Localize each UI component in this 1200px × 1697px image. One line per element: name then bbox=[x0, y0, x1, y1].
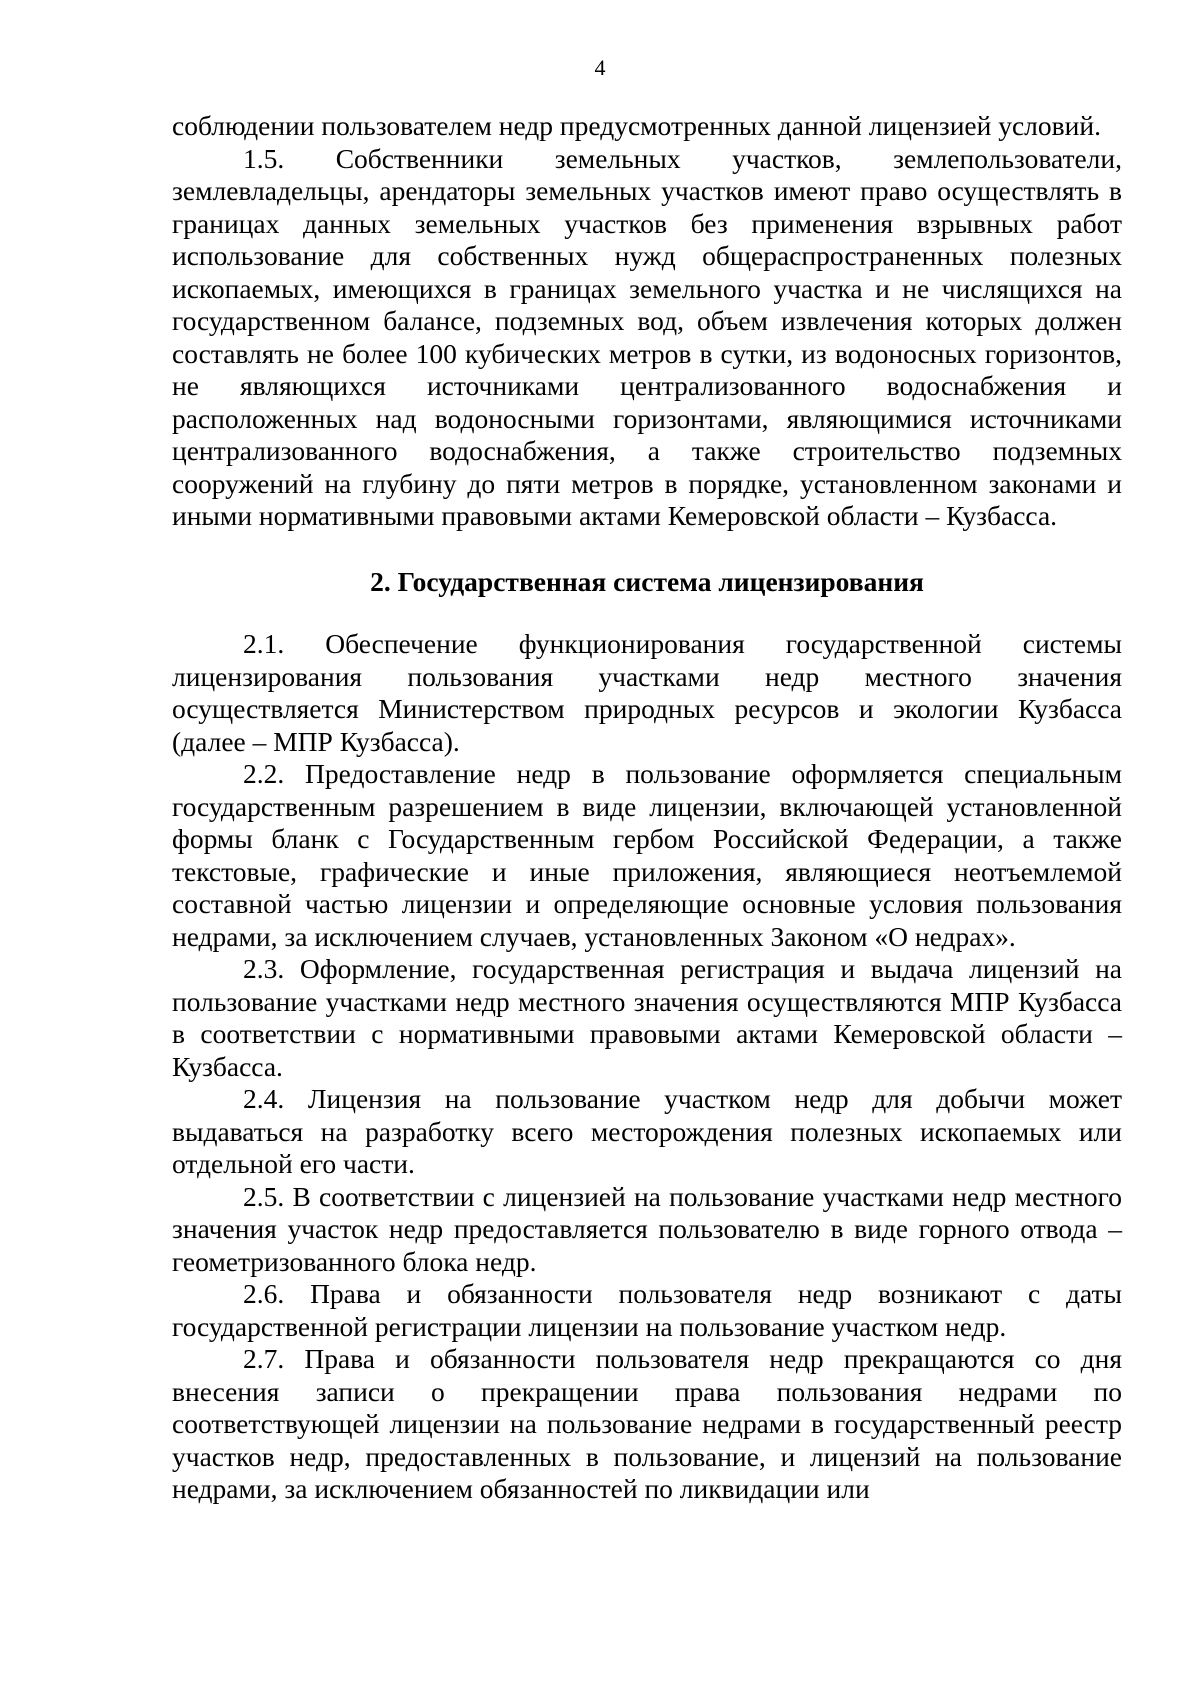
paragraph-2-1: 2.1. Обеспечение функционирования государственной системы лицензирования пользования участками недр местного значения осуществляется Министерством природных ресурсов и экологии Кузбасса (далее – МПР Кузбасса). bbox=[172, 628, 1122, 757]
document-body bbox=[172, 110, 1122, 1506]
paragraph-2-4: 2.4. Лицензия на пользование участком недр для добычи может выдаваться на разработку всего месторождения полезных ископаемых или отдельной его части. bbox=[172, 1083, 1122, 1179]
paragraph-2-3: 2.3. Оформление, государственная регистрация и выдача лицензий на пользование участками недр местного значения осуществляются МПР Кузбасса в соответствии с нормативными правовыми актами Кемеровской области – Кузбасса. bbox=[172, 953, 1122, 1082]
continuation-paragraph: соблюдении пользователем недр предусмотренных данной лицензией условий. bbox=[172, 110, 1101, 141]
section-heading: 2. Государственная система лицензирования bbox=[370, 565, 924, 597]
paragraph-2-7: 2.7. Права и обязанности пользователя недр прекращаются со дня внесения записи о прекращении права пользования недрами по соответствующей лицензии на пользование недрами в государственный реестр участков недр, предоставленных в пользование, и лицензий на пользование недрами, за исключением обязанностей по ликвидации или bbox=[172, 1343, 1122, 1504]
paragraph-2-6: 2.6. Права и обязанности пользователя недр возникают с даты государственной регистрации лицензии на пользование участком недр. bbox=[172, 1278, 1122, 1342]
paragraph-1-5: 1.5. Собственники земельных участков, землепользователи, землевладельцы, арендаторы земельных участков имеют право осуществлять в границах данных земельных участков без применения взрывных работ использование для собственных нужд общераспространенных полезных ископаемых, имеющихся в границах земельного участка и не числящихся на государственном балансе, подземных вод, объем извлечения которых должен составлять не более 100 кубических метров в сутки, из водоносных горизонтов, не являющихся источниками централизованного водоснабжения и расположенных над водоносными горизонтами, являющимися источниками централизованного водоснабжения, а также строительство подземных сооружений на глубину до пяти метров в порядке, установленном законами и иными нормативными правовыми актами Кемеровской области – Кузбасса. bbox=[172, 142, 1122, 531]
page-number: 4 bbox=[594, 55, 606, 80]
paragraph-2-5: 2.5. В соответствии с лицензией на пользование участками недр местного значения участок недр предоставляется пользователю в виде горного отвода – геометризованного блока недр. bbox=[172, 1180, 1122, 1277]
paragraph-2-2: 2.2. Предоставление недр в пользование оформляется специальным государственным разрешением в виде лицензии, включающей установленной формы бланк с Государственным гербом Российской Федерации, а также текстовые, графические и иные приложения, являющиеся неотъемлемой составной частью лицензии и определяющие основные условия пользования недрами, за исключением случаев, установленных Законом «О недрах». bbox=[172, 758, 1122, 952]
